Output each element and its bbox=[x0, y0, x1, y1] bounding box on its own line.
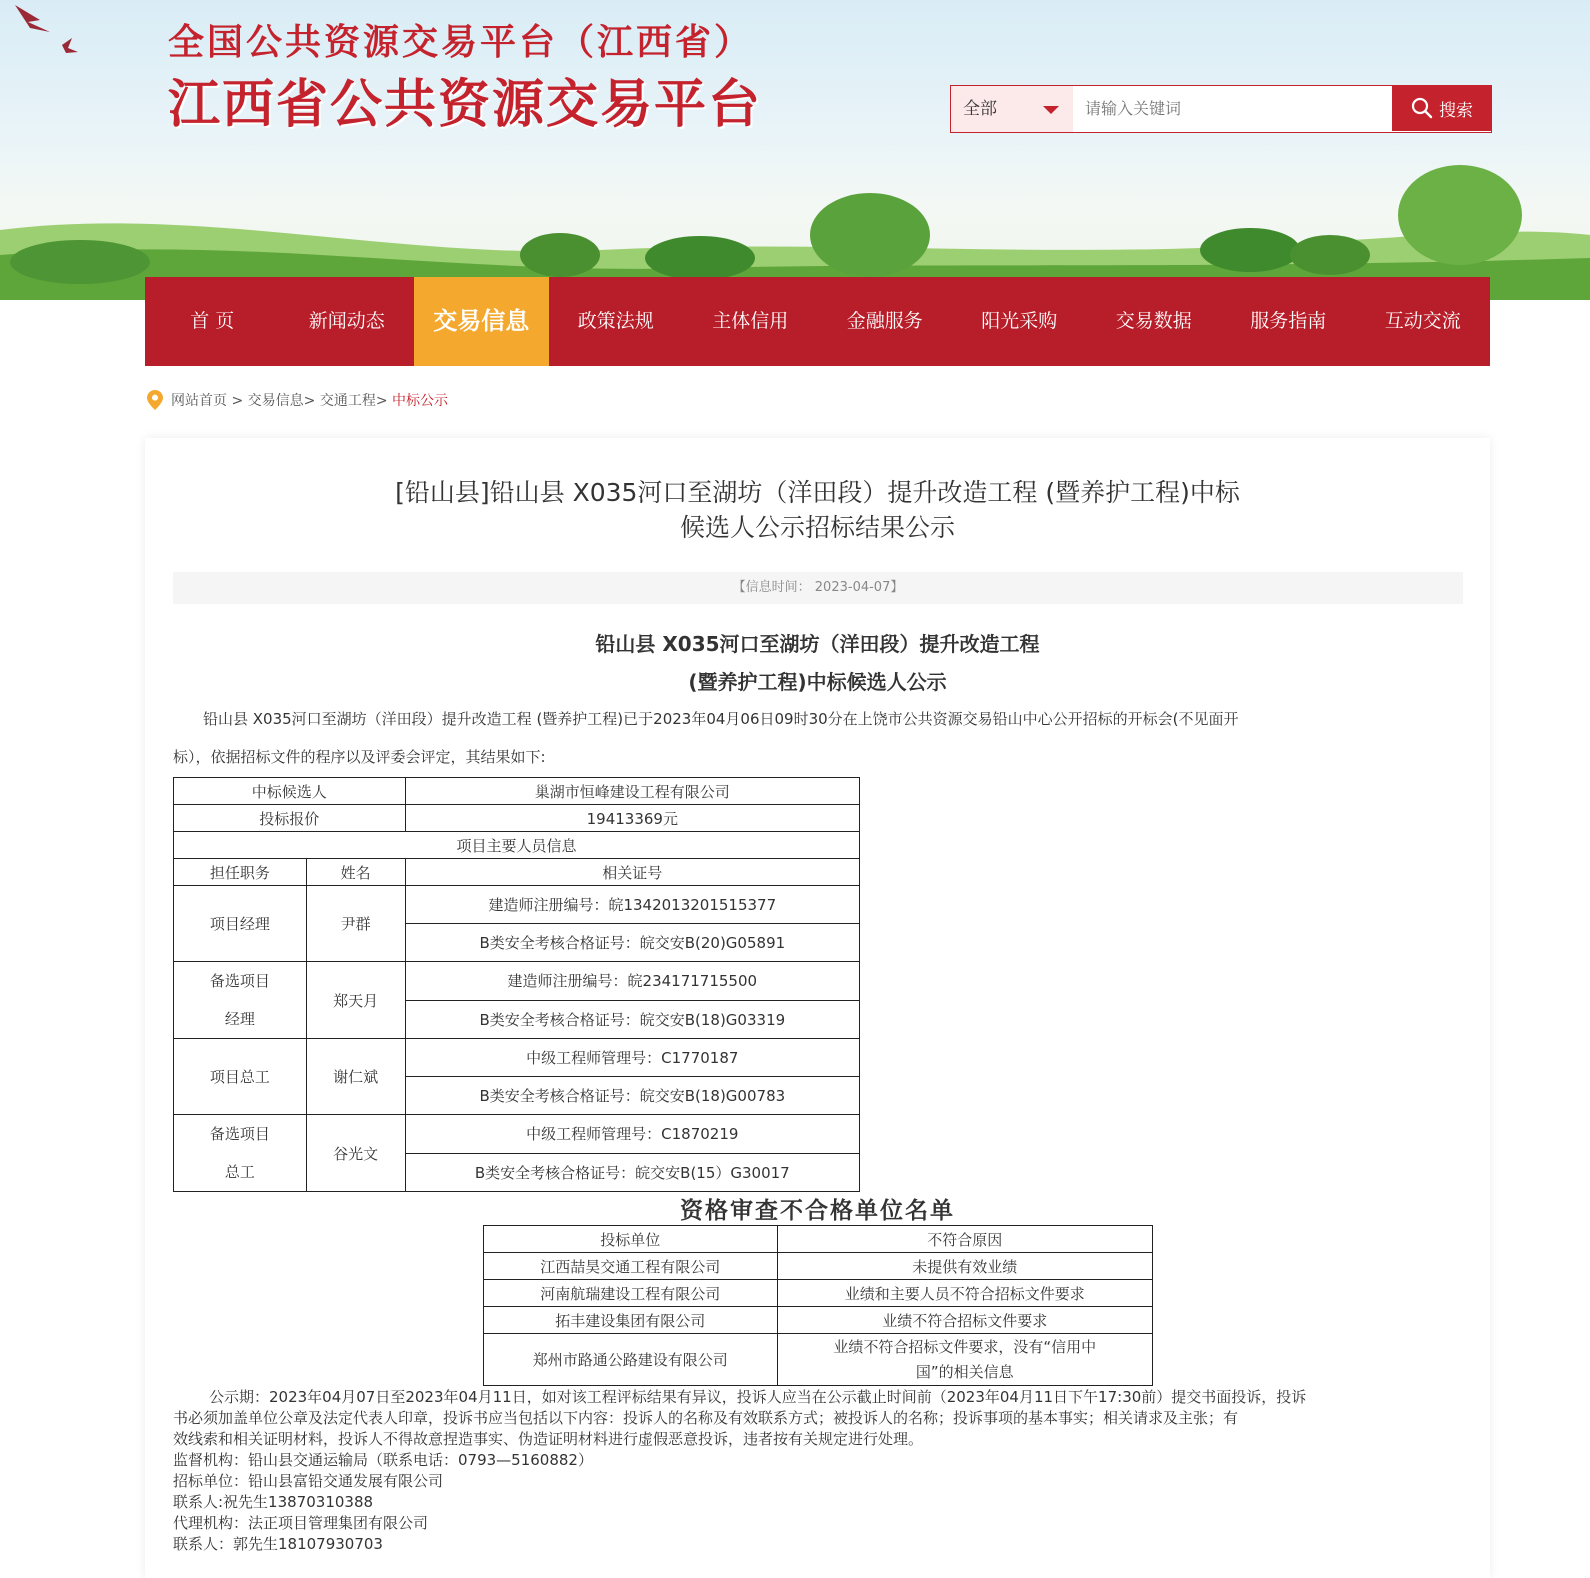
table-row bbox=[484, 1253, 1153, 1280]
article-title: [铅山县]铅山县 X035河口至湖坊（洋田段）提升改造工程 (暨养护工程)中标 候选人公示招标结果公示 bbox=[395, 478, 1240, 542]
col-unit: 投标单位 bbox=[484, 1226, 778, 1253]
staff-header: 项目主要人员信息 bbox=[174, 832, 860, 859]
candidate-value: 巢湖市恒峰建设工程有限公司 bbox=[405, 778, 859, 805]
col-reason: 不符合原因 bbox=[777, 1226, 1152, 1253]
nav-item-procurement[interactable]: 阳光采购 bbox=[981, 310, 1058, 332]
reason-cell: 业绩不符合招标文件要求 bbox=[777, 1307, 1152, 1334]
cert-cell: B类安全考核合格证号：皖交安B(20)G05891 bbox=[405, 924, 859, 962]
breadcrumb-current: 中标公示 bbox=[392, 393, 449, 409]
nav-item-home[interactable]: 首 页 bbox=[190, 310, 235, 332]
location-pin-icon bbox=[147, 390, 163, 410]
nav-item-data[interactable]: 交易数据 bbox=[1115, 310, 1192, 332]
search-button-label: 搜索 bbox=[1439, 100, 1473, 121]
nav-item-interaction[interactable]: 互动交流 bbox=[1384, 310, 1461, 332]
cert-cell: 中级工程师管理号：C1770187 bbox=[405, 1039, 859, 1077]
col-role: 担任职务 bbox=[174, 859, 307, 886]
table-row bbox=[174, 886, 860, 924]
nav-item-guide[interactable]: 服务指南 bbox=[1250, 310, 1327, 332]
cert-cell: 建造师注册编号：皖234171715500 bbox=[405, 962, 859, 1001]
breadcrumb-trading-link[interactable]: 交易信息 bbox=[247, 393, 304, 409]
cert-cell: B类安全考核合格证号：皖交安B(18)G03319 bbox=[405, 1000, 859, 1039]
bird-icon bbox=[15, 5, 50, 32]
header-banner bbox=[0, 0, 1590, 300]
nav-item-news[interactable]: 新闻动态 bbox=[308, 310, 385, 332]
contact-line: 联系人：郭先生18107930703 bbox=[173, 1535, 383, 1553]
price-label: 投标报价 bbox=[174, 805, 406, 832]
cert-cell: B类安全考核合格证号：皖交安B(18)G00783 bbox=[405, 1077, 859, 1115]
search-icon bbox=[1411, 97, 1433, 119]
search-button[interactable] bbox=[1392, 85, 1492, 131]
nav-item-policy[interactable]: 政策法规 bbox=[577, 310, 654, 332]
role-cell: 备选项目 总工 bbox=[174, 1115, 307, 1192]
col-cert: 相关证号 bbox=[405, 859, 859, 886]
intro-paragraph: 铅山县 X035河口至湖坊（洋田段）提升改造工程 (暨养护工程)已于2023年04月06日09时30分在上饶市公共资源交易铅山中心公开招标的开标会(不见面开 标），依据招标文件的程序以及评委会评定，其结果如下: bbox=[173, 710, 1239, 766]
supervisor-line: 监督机构：铅山县交通运输局（联系电话：0793—5160882） bbox=[173, 1451, 593, 1469]
notice-title-line1: 铅山县 X035河口至湖坊（洋田段）提升改造工程 bbox=[595, 632, 1040, 656]
cert-cell: B类安全考核合格证号：皖交安B(15）G30017 bbox=[405, 1153, 859, 1192]
footer-notice bbox=[173, 1387, 1458, 1555]
table-row bbox=[484, 1307, 1153, 1334]
cert-cell: 建造师注册编号：皖1342013201515377 bbox=[405, 886, 859, 924]
role-cell: 项目经理 bbox=[174, 886, 307, 962]
name-cell: 谢仁斌 bbox=[306, 1039, 405, 1115]
role-cell: 备选项目 经理 bbox=[174, 962, 307, 1039]
role-cell: 项目总工 bbox=[174, 1039, 307, 1115]
notice-line: 效线索和相关证明材料，投诉人不得故意捏造事实、伪造证明材料进行虚假恶意投诉，违者按有关规定进行处理。 bbox=[173, 1430, 924, 1448]
agency-line: 代理机构：法正项目管理集团有限公司 bbox=[173, 1514, 429, 1532]
search-category-select[interactable] bbox=[951, 86, 1073, 132]
breadcrumb-home-link[interactable]: 网站首页 bbox=[171, 393, 227, 409]
name-cell: 谷光文 bbox=[306, 1115, 405, 1192]
col-name: 姓名 bbox=[306, 859, 405, 886]
reason-cell: 业绩不符合招标文件要求，没有“信用中 国”的相关信息 bbox=[777, 1334, 1152, 1386]
notice-line: 书必须加盖单位公章及法定代表人印章，投诉书应当包括以下内容：投诉人的名称及有效联系方式；被投诉人的名称；投诉事项的基本事实；相关请求及主张；有 bbox=[173, 1409, 1239, 1427]
info-time: 【信息时间： 2023-04-07】 bbox=[173, 572, 1463, 604]
search-category-value: 全部 bbox=[963, 99, 997, 119]
unit-cell: 拓丰建设集团有限公司 bbox=[484, 1307, 778, 1334]
breadcrumb-traffic-link[interactable]: 交通工程 bbox=[319, 393, 376, 409]
notice-line: 公示期：2023年04月07日至2023年04月11日，如对该工程评标结果有异议，投诉人应当在公示截止时间前（2023年04月11日下午17:30前）提交书面投诉，投诉 bbox=[209, 1388, 1307, 1406]
tenderer-line: 招标单位：铅山县富铅交通发展有限公司 bbox=[173, 1472, 444, 1490]
winner-table bbox=[173, 777, 860, 1192]
unit-cell: 河南航瑞建设工程有限公司 bbox=[484, 1280, 778, 1307]
nav-item-trading-info[interactable]: 交易信息 bbox=[414, 277, 549, 366]
contact-line: 联系人:祝先生13870310388 bbox=[173, 1493, 374, 1511]
name-cell: 尹群 bbox=[306, 886, 405, 962]
disqualified-table bbox=[483, 1225, 1153, 1386]
table-row bbox=[174, 1039, 860, 1077]
disqualified-heading: 资格审查不合格单位名单 bbox=[680, 1197, 955, 1224]
cert-cell: 中级工程师管理号：C1870219 bbox=[405, 1115, 859, 1154]
bird-icon bbox=[62, 38, 78, 53]
nav-item-credit[interactable]: 主体信用 bbox=[712, 310, 789, 332]
main-nav bbox=[145, 277, 1490, 366]
table-row bbox=[174, 1115, 860, 1154]
unit-cell: 江西喆昊交通工程有限公司 bbox=[484, 1253, 778, 1280]
chevron-down-icon bbox=[1043, 106, 1059, 114]
breadcrumb: 网站首页 > 交易信息> 交通工程> 中标公示 bbox=[147, 390, 448, 410]
notice-title-line2: (暨养护工程)中标候选人公示 bbox=[688, 670, 947, 694]
candidate-label: 中标候选人 bbox=[174, 778, 406, 805]
reason-cell: 未提供有效业绩 bbox=[777, 1253, 1152, 1280]
reason-cell: 业绩和主要人员不符合招标文件要求 bbox=[777, 1280, 1152, 1307]
brand-title-provincial: 江西省公共资源交易平台 bbox=[168, 74, 763, 135]
table-row bbox=[484, 1280, 1153, 1307]
name-cell: 郑天月 bbox=[306, 962, 405, 1039]
price-value: 19413369元 bbox=[405, 805, 859, 832]
nav-item-finance[interactable]: 金融服务 bbox=[846, 310, 923, 332]
brand-title-national: 全国公共资源交易平台（江西省） bbox=[168, 21, 754, 63]
table-row bbox=[484, 1334, 1153, 1386]
search-input[interactable] bbox=[1073, 86, 1392, 130]
unit-cell: 郑州市路通公路建设有限公司 bbox=[484, 1334, 778, 1386]
table-row bbox=[174, 962, 860, 1001]
search-box bbox=[950, 85, 1492, 133]
